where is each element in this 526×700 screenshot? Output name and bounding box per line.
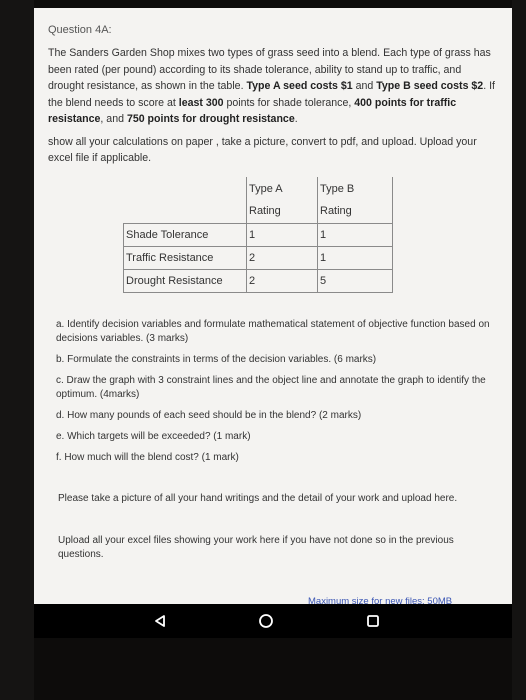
type-a-value: 2 <box>247 270 318 293</box>
type-a-value: 1 <box>247 224 318 247</box>
intro-text-segment: . <box>294 113 298 125</box>
device-bezel-right <box>512 0 526 700</box>
question-intro <box>48 45 498 128</box>
part-f: f. How much will the blend cost? (1 mark) <box>56 452 239 463</box>
table-corner-cell <box>124 177 247 224</box>
screen <box>34 8 512 604</box>
col-a-header <box>247 177 318 224</box>
type-a-value: 2 <box>247 247 318 270</box>
question-title: Question 4A: <box>48 24 112 36</box>
intro-text-segment: and <box>352 80 377 92</box>
question-content <box>48 24 498 167</box>
intro-bold-segment: 400 points for traffic resistance <box>48 96 457 125</box>
col-a-header-line1: Type A <box>249 183 283 195</box>
row-label: Drought Resistance <box>124 270 247 293</box>
col-b-header-line2: Rating <box>320 205 352 217</box>
recent-apps-button[interactable] <box>361 610 385 632</box>
table-row <box>124 224 393 247</box>
part-d: d. How many pounds of each seed should be in the blend? (2 marks) <box>56 410 362 421</box>
circle-home-icon <box>258 613 274 629</box>
type-b-value: 1 <box>318 247 393 270</box>
photo-upload-note: Please take a picture of all your hand writings and the detail of your work and upload here. <box>58 493 458 504</box>
seed-ratings-table <box>123 177 393 293</box>
device-bezel-left <box>0 0 34 700</box>
part-b: b. Formulate the constraints in terms of the decision variables. (6 marks) <box>56 354 377 365</box>
excel-upload-note: Upload all your excel files showing your work here if you have not done so in the previous questions. <box>58 535 454 560</box>
type-b-value: 5 <box>318 270 393 293</box>
intro-bold-segment: least 300 <box>178 96 224 109</box>
intro-text-segment: The Sanders Garden Shop mixes two types of grass seed into a blend. Each type of grass has been rated (per pound) according to its shade tolerance, ability to stand up to traffic, and drought resistance, as shown in the table. <box>48 47 491 92</box>
intro-bold-segment: Type A seed costs $1 <box>246 80 353 92</box>
row-label: Traffic Resistance <box>124 247 247 270</box>
intro-bold-segment: 750 points for drought resistance <box>126 113 295 125</box>
back-button[interactable] <box>148 610 172 632</box>
home-button[interactable] <box>254 610 278 632</box>
table-row <box>124 270 393 293</box>
intro-text-segment: , and <box>100 113 127 125</box>
table-row <box>124 247 393 270</box>
square-recent-icon <box>366 614 380 628</box>
part-e: e. Which targets will be exceeded? (1 mark) <box>56 431 251 442</box>
part-a: a. Identify decision variables and formulate mathematical statement of objective function based on decisions variables. (3 marks) <box>56 319 490 344</box>
table-header-row <box>124 177 393 224</box>
col-a-header-line2: Rating <box>249 205 281 217</box>
intro-text-segment: . If the blend needs to score at <box>48 80 495 109</box>
col-b-header-line1: Type B <box>320 183 355 195</box>
part-c: c. Draw the graph with 3 constraint lines and the object line and annotate the graph to identify the optimum. (4marks) <box>56 375 486 400</box>
intro-text-segment: points for shade tolerance, <box>223 96 355 109</box>
col-b-header <box>318 177 393 224</box>
row-label: Shade Tolerance <box>124 224 247 247</box>
question-instructions: show all your calculations on paper , take a picture, convert to pdf, and upload. Upload your excel file if applicable. <box>48 135 477 164</box>
max-file-size-text: Maximum size for new files: 50MB <box>308 596 453 604</box>
question-parts <box>56 318 496 472</box>
intro-bold-segment: Type B seed costs $2 <box>376 80 484 92</box>
android-nav-bar <box>34 604 512 638</box>
triangle-back-icon <box>153 614 167 628</box>
type-b-value: 1 <box>318 224 393 247</box>
